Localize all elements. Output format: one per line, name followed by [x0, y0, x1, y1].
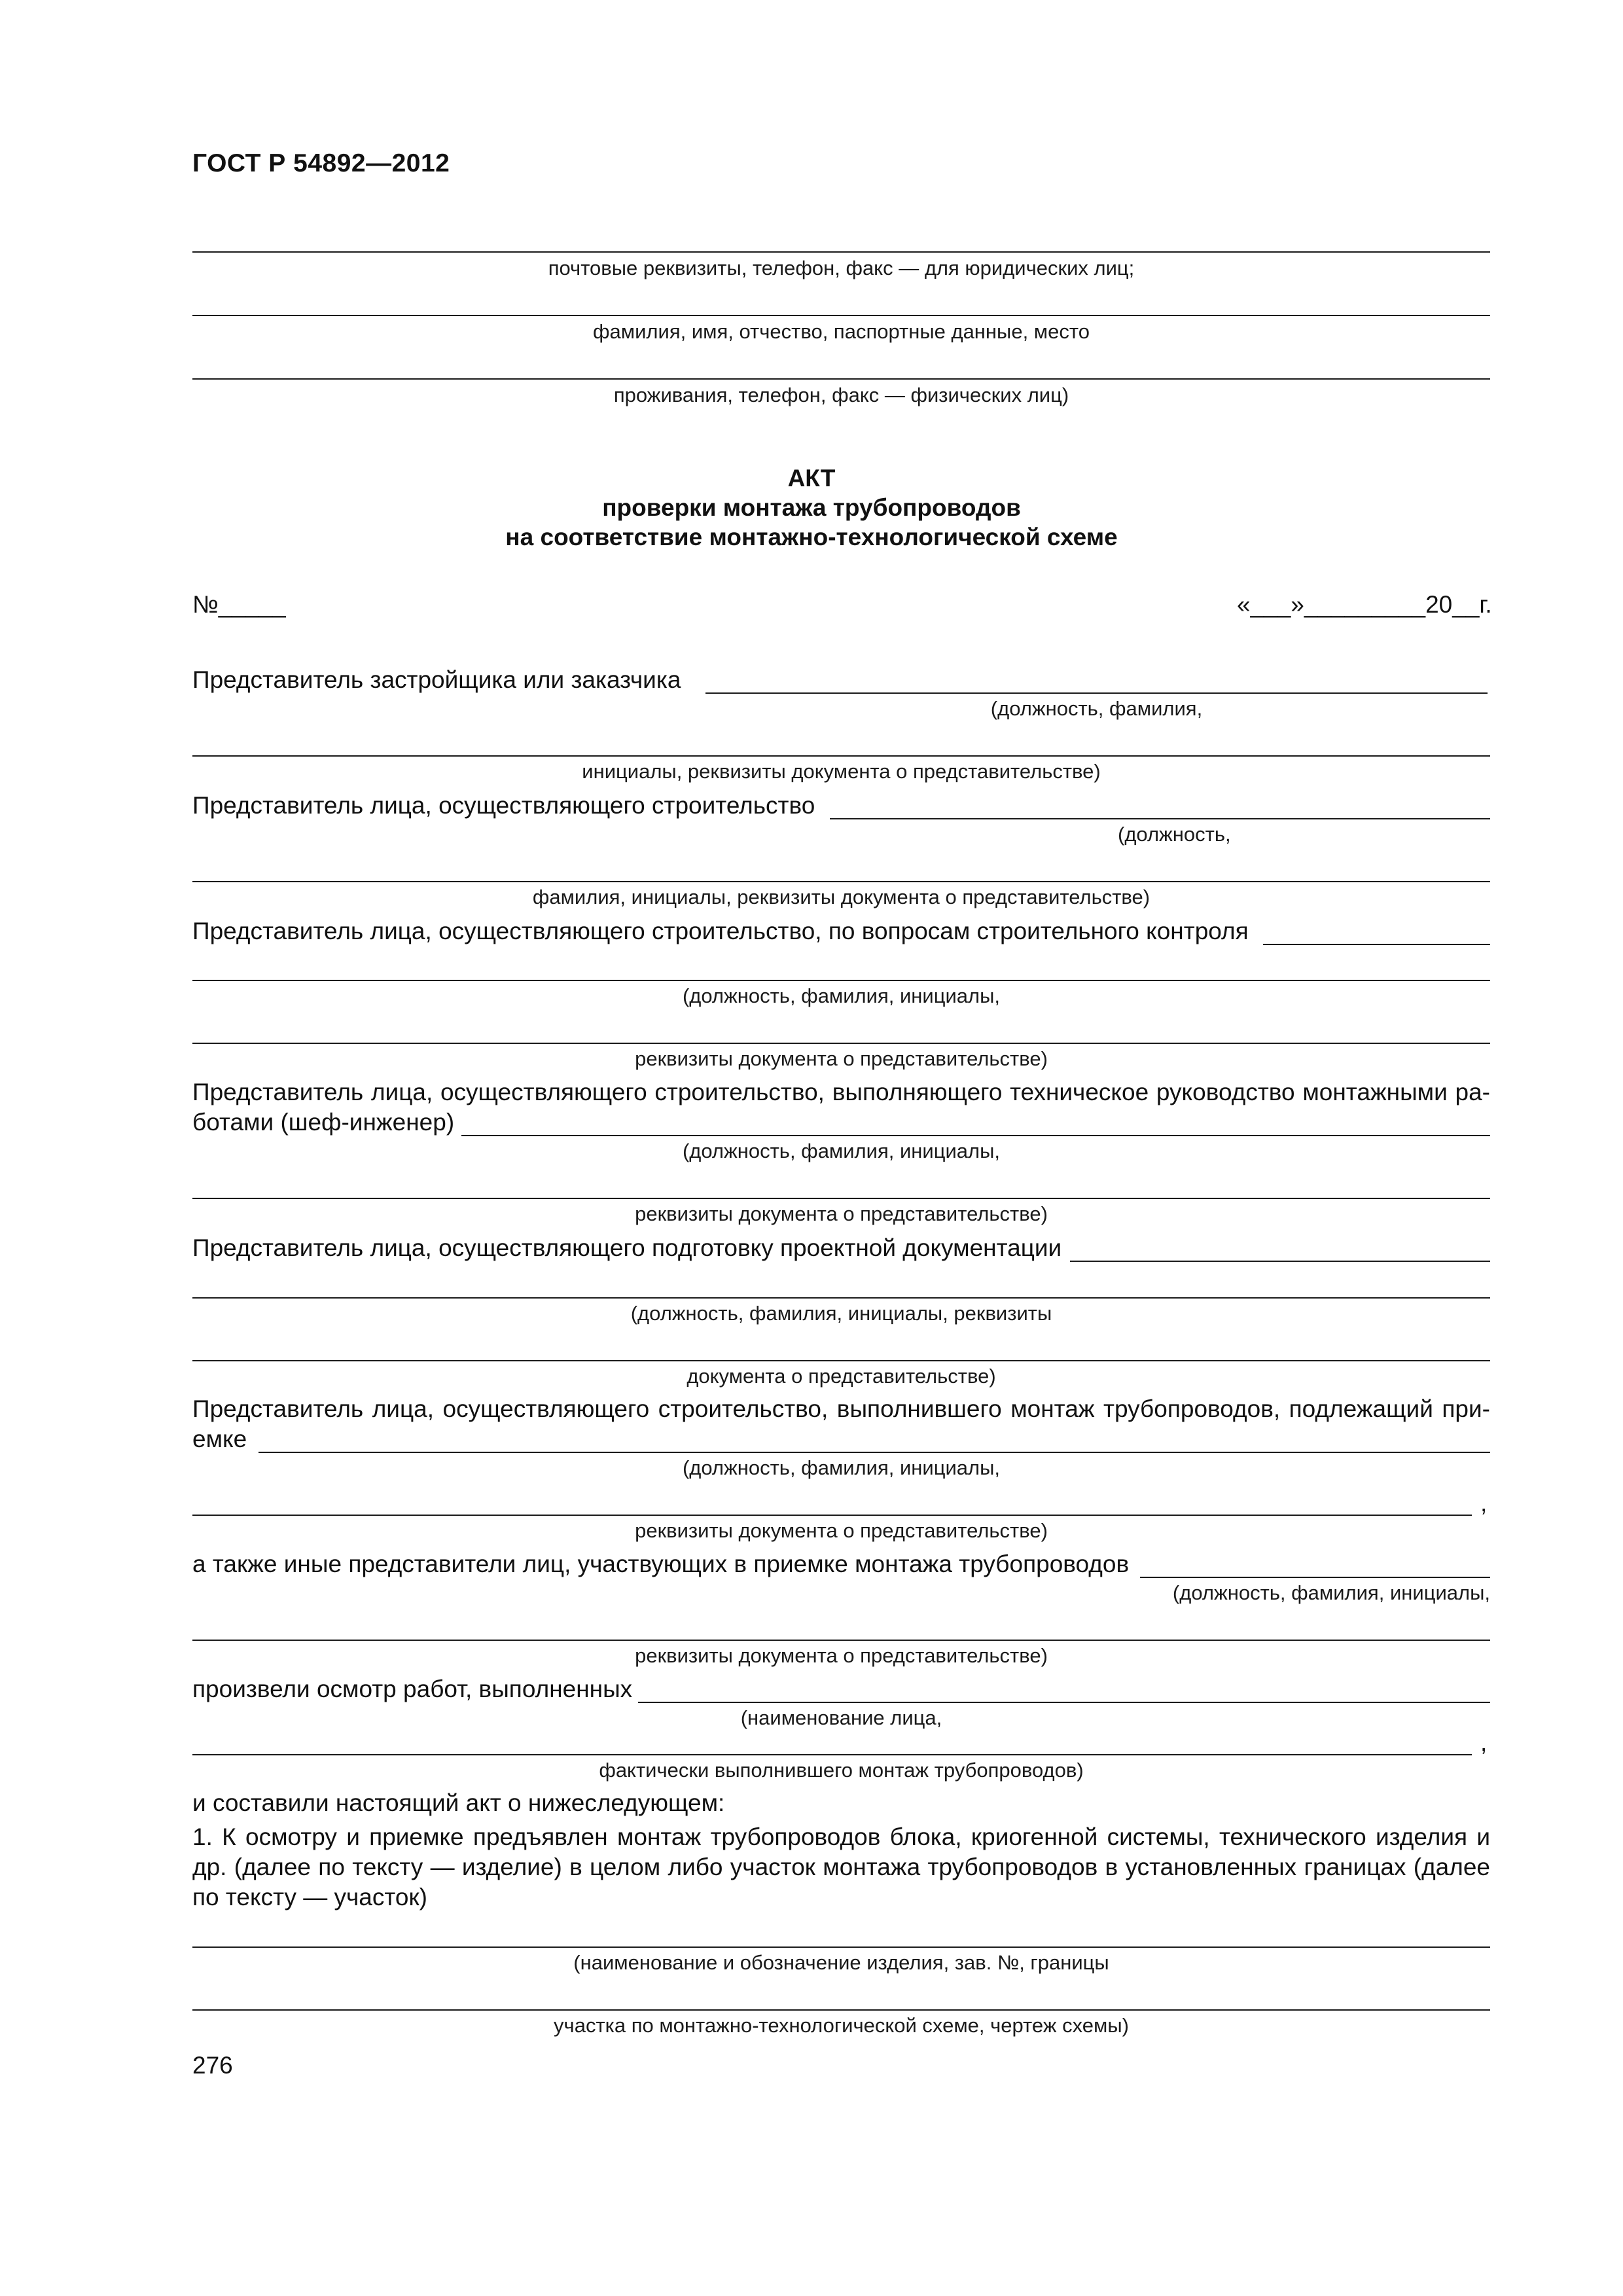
caption: фамилия, имя, отчество, паспортные данные, место	[593, 320, 1090, 343]
composed-statement: и составили настоящий акт о нижеследующем:	[192, 1789, 725, 1816]
field-line[interactable]	[1070, 1261, 1490, 1262]
act-title: АКТ	[787, 465, 836, 492]
field-line[interactable]	[1140, 1577, 1490, 1578]
field-line[interactable]	[192, 1297, 1490, 1299]
act-date-field[interactable]: «___»_________20__г.	[1237, 591, 1492, 618]
rep-installer-label: Представитель лица, осуществляющего строительство, выполнившего монтаж трубопроводов, подлежащий при-	[192, 1395, 1490, 1422]
field-line[interactable]	[259, 1452, 1490, 1453]
caption: (наименование лица,	[740, 1706, 942, 1729]
field-line[interactable]	[1263, 944, 1490, 945]
field-line[interactable]	[192, 1515, 1472, 1516]
caption: проживания, телефон, факс — физических лиц)	[613, 384, 1069, 406]
caption: (должность, фамилия, инициалы,	[682, 1456, 1001, 1479]
rep-chief-label: Представитель лица, осуществляющего строительство, выполняющего техническое руководство монтажными ра-	[192, 1079, 1490, 1105]
inspection-label: произвели осмотр работ, выполненных	[192, 1676, 633, 1702]
caption: участка по монтажно-технологической схеме, чертеж схемы)	[554, 2014, 1129, 2037]
act-subtitle: на соответствие монтажно-технологической схеме	[505, 524, 1118, 550]
rep-developer-label: Представитель застройщика или заказчика	[192, 666, 681, 693]
field-line[interactable]	[638, 1702, 1490, 1703]
caption: (должность, фамилия, инициалы,	[682, 984, 1001, 1007]
rep-installer-label-cont: емке	[192, 1426, 247, 1452]
rep-control-label: Представитель лица, осуществляющего строительство, по вопросам строительного контроля	[192, 918, 1249, 944]
field-line[interactable]	[192, 251, 1490, 253]
field-line[interactable]	[192, 1043, 1490, 1044]
rep-builder-label: Представитель лица, осуществляющего строительство	[192, 792, 815, 819]
document-header: ГОСТ Р 54892—2012	[192, 149, 450, 177]
field-line[interactable]	[192, 980, 1490, 981]
field-line[interactable]	[192, 315, 1490, 316]
caption: реквизиты документа о представительстве)	[635, 1644, 1048, 1667]
caption: почтовые реквизиты, телефон, факс — для юридических лиц;	[548, 257, 1135, 279]
field-line[interactable]	[192, 1198, 1490, 1199]
caption: (должность, фамилия, инициалы,	[1172, 1581, 1490, 1604]
act-number-field[interactable]: №_____	[192, 591, 286, 618]
caption: фактически выполнившего монтаж трубопроводов)	[599, 1759, 1084, 1782]
field-line[interactable]	[192, 881, 1490, 882]
caption: реквизиты документа о представительстве)	[635, 1047, 1048, 1070]
caption: (должность, фамилия, инициалы,	[682, 1139, 1001, 1162]
rep-other-label: а также иные представители лиц, участвующих в приемке монтажа трубопроводов	[192, 1551, 1130, 1577]
caption: документа о представительстве)	[687, 1365, 996, 1388]
field-line[interactable]	[192, 2009, 1490, 2011]
field-line[interactable]	[192, 1360, 1490, 1361]
caption: инициалы, реквизиты документа о представительстве)	[582, 760, 1101, 783]
field-line[interactable]	[192, 1754, 1472, 1755]
item-1-text: 1. К осмотру и приемке предъявлен монтаж трубопроводов блока, криогенной системы, технического изделия и др. (далее по тексту — изделие) в целом либо участок монтажа трубопроводов в установленных границах (далее по тексту — участок)	[192, 1823, 1490, 1910]
field-line[interactable]	[192, 1946, 1490, 1948]
field-line[interactable]	[705, 692, 1488, 694]
field-line[interactable]	[192, 755, 1490, 757]
field-line[interactable]	[461, 1135, 1490, 1136]
comma: ,	[1480, 1729, 1488, 1756]
rep-chief-label-cont: ботами (шеф-инженер)	[192, 1109, 455, 1136]
comma: ,	[1480, 1490, 1488, 1516]
field-line[interactable]	[192, 1640, 1490, 1641]
caption: фамилия, инициалы, реквизиты документа о представительстве)	[532, 886, 1150, 908]
caption: реквизиты документа о представительстве)	[635, 1202, 1048, 1225]
caption: (должность,	[1118, 823, 1231, 846]
caption: (должность, фамилия,	[990, 697, 1203, 720]
field-line[interactable]	[192, 378, 1490, 380]
caption: реквизиты документа о представительстве)	[635, 1519, 1048, 1542]
caption: (наименование и обозначение изделия, зав. №, границы	[573, 1951, 1109, 1974]
page-number: 276	[192, 2052, 233, 2079]
act-subtitle: проверки монтажа трубопроводов	[602, 494, 1021, 521]
caption: (должность, фамилия, инициалы, реквизиты	[630, 1302, 1052, 1325]
rep-design-label: Представитель лица, осуществляющего подготовку проектной документации	[192, 1234, 1062, 1261]
field-line[interactable]	[830, 818, 1490, 819]
